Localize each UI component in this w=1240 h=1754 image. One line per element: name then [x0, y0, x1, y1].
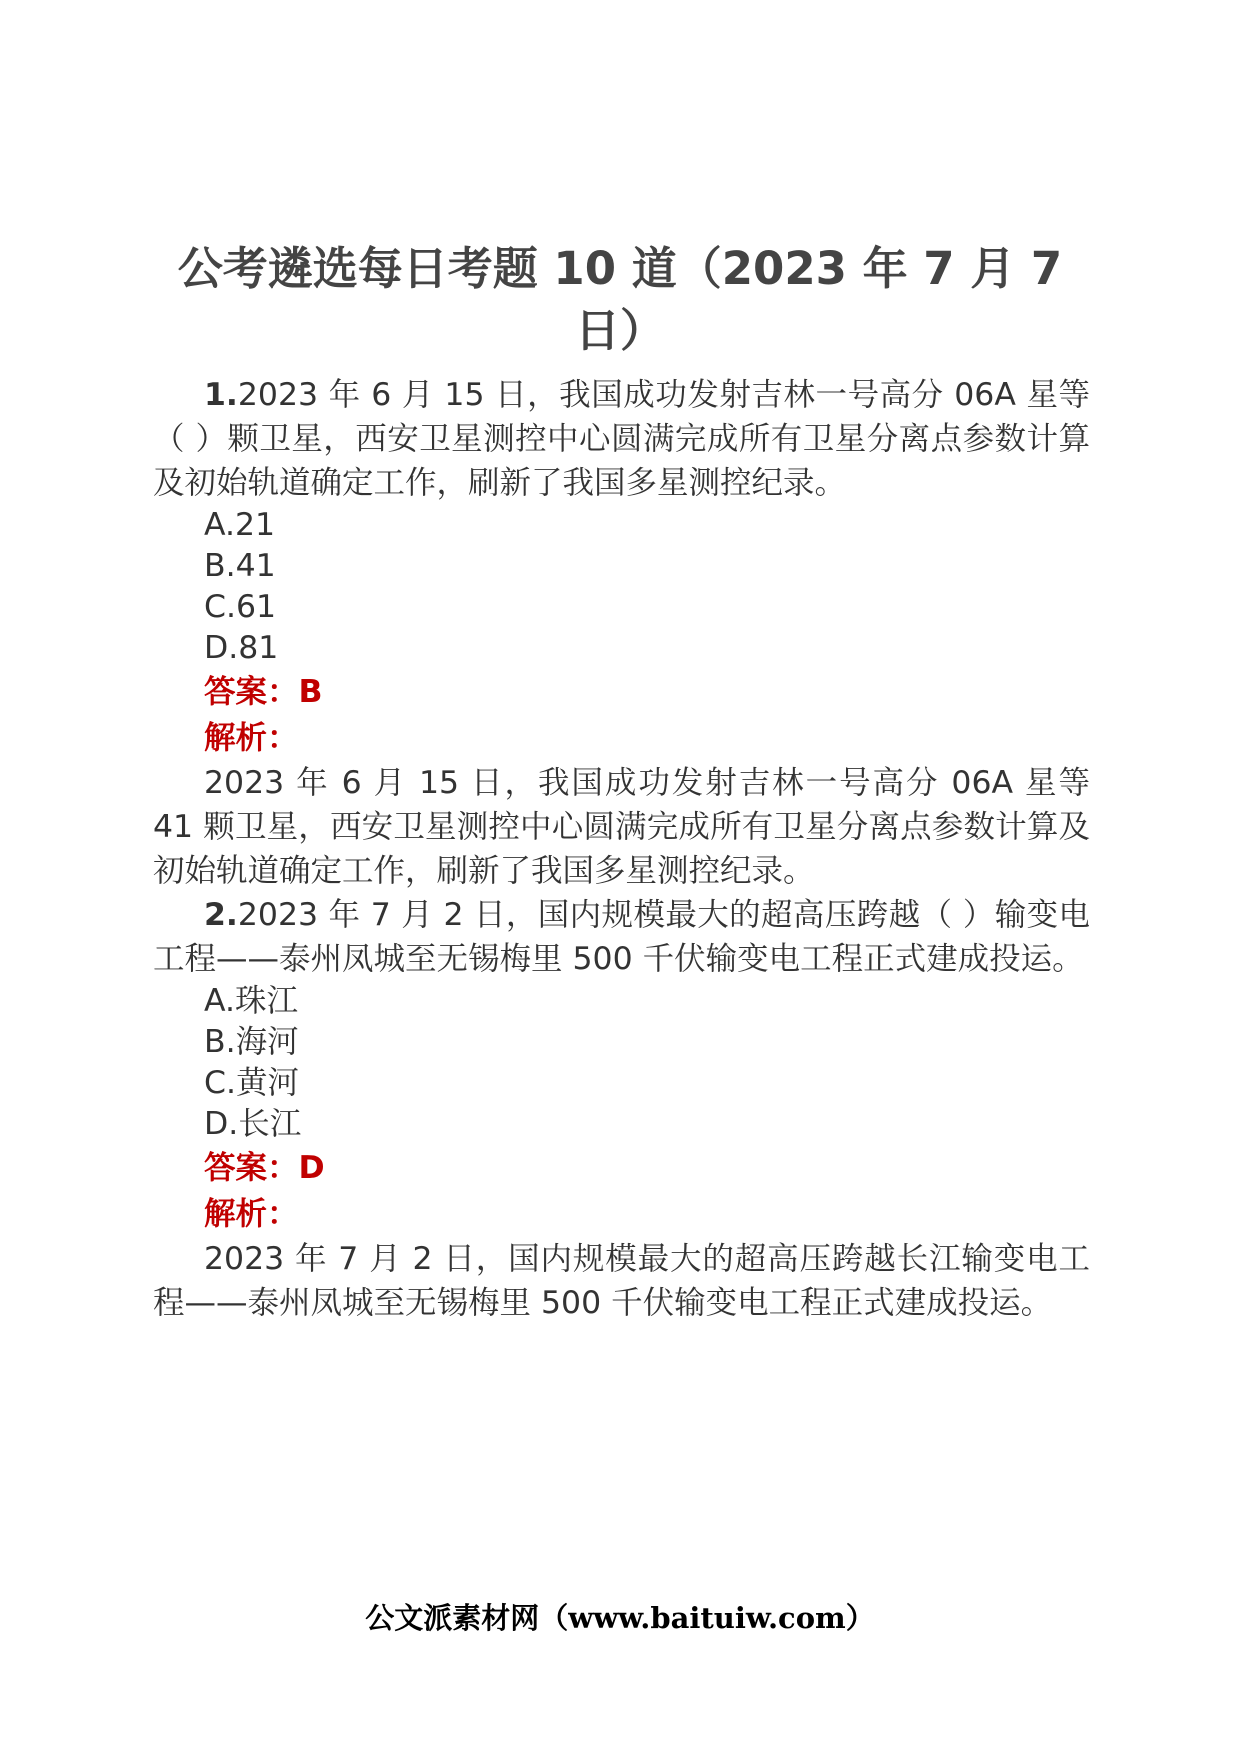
question-1-option-c: C.61 [204, 589, 277, 625]
document-body [153, 373, 1090, 1325]
question-2-option-b: B.海河 [204, 1024, 299, 1060]
document-title: 公考遴选每日考题 10 道（2023 年 7 月 7 日） [177, 242, 1063, 357]
question-2-option-c: C.黄河 [204, 1065, 300, 1101]
question-2-option-a: A.珠江 [204, 983, 299, 1019]
question-1-option-a: A.21 [204, 507, 276, 543]
question-1-option-b: B.41 [204, 548, 276, 584]
question-2-analysis: 2023 年 7 月 2 日，国内规模最大的超高压跨越长江输变电工程——泰州凤城至无锡梅里 500 千伏输变电工程正式建成投运。 [153, 1241, 1090, 1321]
question-2-option-d: D.长江 [204, 1106, 302, 1142]
page-footer: 公文派素材网（www.baituiw.com） [365, 1601, 875, 1635]
question-1-analysis: 2023 年 6 月 15 日，我国成功发射吉林一号高分 06A 星等 41 颗卫星，西安卫星测控中心圆满完成所有卫星分离点参数计算及初始轨道确定工作，刷新了我国多星测控纪录。 [153, 765, 1090, 889]
question-2-answer: 答案：D [204, 1150, 325, 1186]
question-2-analysis-label: 解析： [204, 1196, 299, 1232]
question-2-stem [153, 893, 1090, 981]
question-1-number: 1. [204, 377, 238, 413]
question-1-answer: 答案：B [204, 674, 323, 710]
question-1-option-d: D.81 [204, 630, 279, 666]
question-1-text: 2023 年 6 月 15 日，我国成功发射吉林一号高分 06A 星等（ ）颗卫星，西安卫星测控中心圆满完成所有卫星分离点参数计算及初始轨道确定工作，刷新了我国多星测控纪录。 [153, 377, 1090, 501]
question-1-analysis-label: 解析： [204, 720, 299, 756]
question-2-text: 2023 年 7 月 2 日，国内规模最大的超高压跨越（ ）输变电工程——泰州凤城至无锡梅里 500 千伏输变电工程正式建成投运。 [153, 897, 1090, 977]
question-2-number: 2. [204, 897, 238, 933]
question-1-stem [153, 373, 1090, 505]
